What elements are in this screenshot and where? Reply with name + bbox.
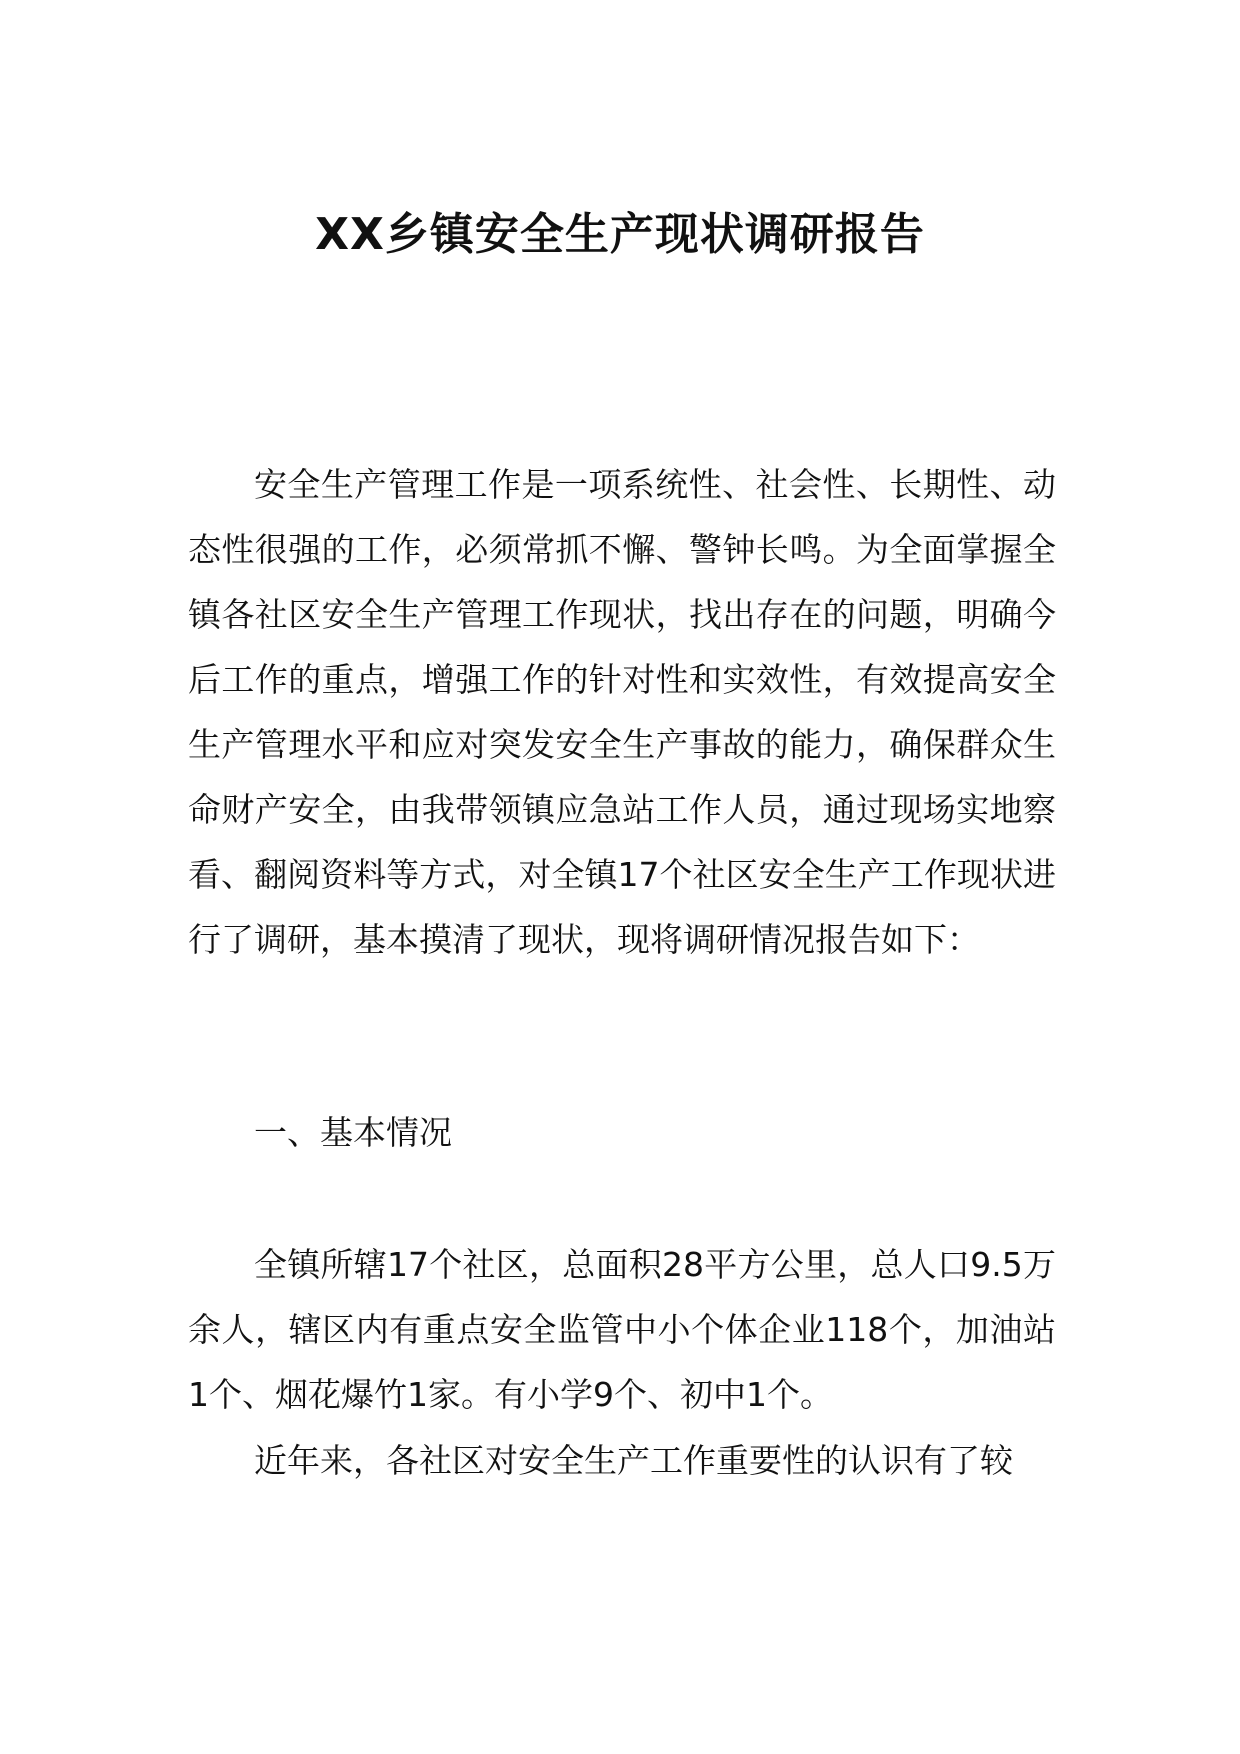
intro-paragraph: 安全生产管理工作是一项系统性、社会性、长期性、动态性很强的工作，必须常抓不懈、警钟长鸣。为全面掌握全镇各社区安全生产管理工作现状，找出存在的问题，明确今后工作的重点，增强工作的针对性和实效性，有效提高安全生产管理水平和应对突发安全生产事故的能力，确保群众生命财产安全，由我带领镇应急站工作人员，通过现场实地察看、翻阅资料等方式，对全镇17个社区安全生产工作现状进行了调研，基本摸清了现状，现将调研情况报告如下： (188, 465, 1056, 959)
document-title: XX乡镇安全生产现状调研报告 (315, 209, 925, 260)
recent-years-paragraph: 近年来，各社区对安全生产工作重要性的认识有了较 (254, 1441, 1013, 1480)
section-heading-basic: 一、基本情况 (254, 1113, 452, 1152)
basic-info-paragraph: 全镇所辖17个社区，总面积28平方公里，总人口9.5万余人，辖区内有重点安全监管中小个体企业118个，加油站1个、烟花爆竹1家。有小学9个、初中1个。 (188, 1245, 1056, 1414)
